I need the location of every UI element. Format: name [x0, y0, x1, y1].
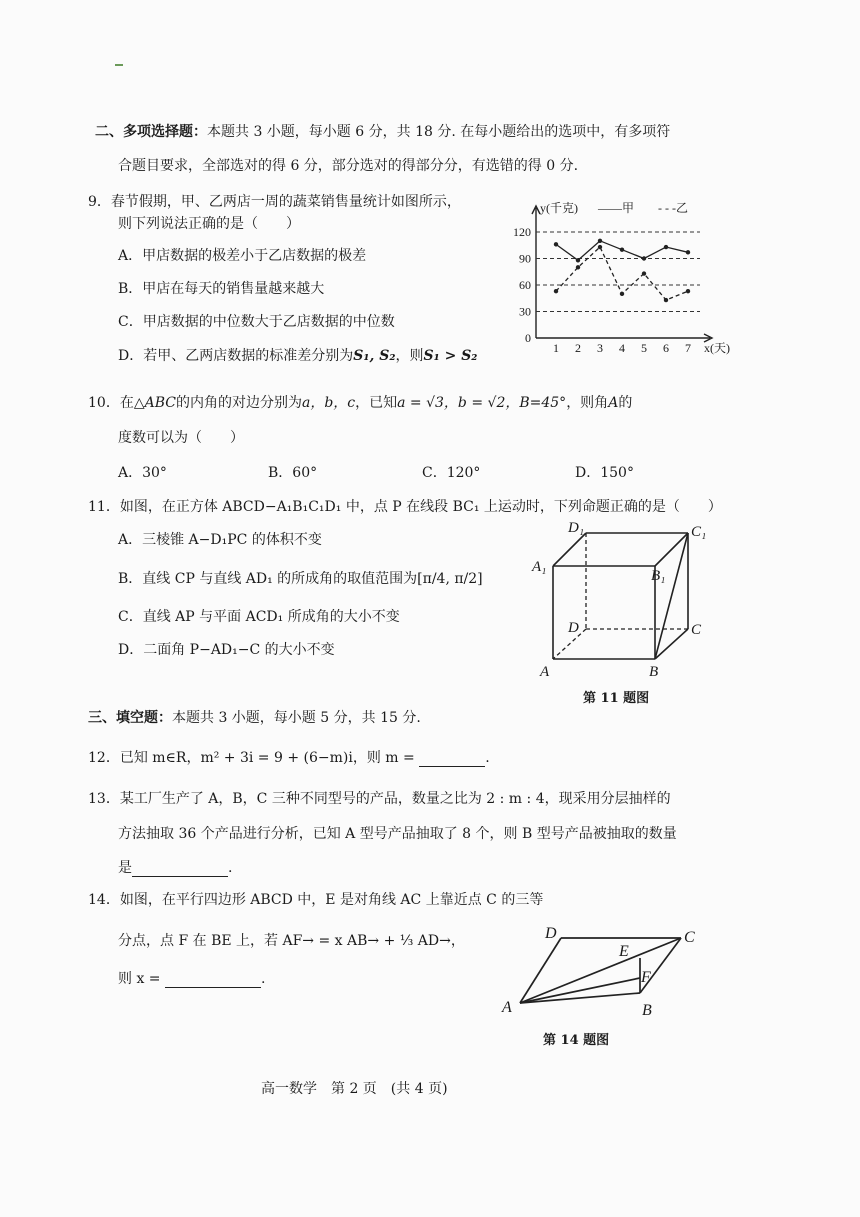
data-point-jia: [686, 250, 690, 254]
q10-stem1-b: 的内角的对边分别为: [175, 395, 302, 411]
q13-line2: 方法抽取 36 个产品进行分析，已知 A 型号产品抽取了 8 个，则 B 型号产品被抽取的数量: [118, 826, 677, 842]
legend-jia: ——甲: [598, 201, 635, 215]
q13-line1: 13．某工厂生产了 A，B，C 三种不同型号的产品，数量之比为 2 : m : 4，现采用分层抽样的: [88, 791, 671, 807]
cube-label-d: D: [568, 620, 579, 636]
data-point-yi: [576, 265, 580, 269]
data-point-yi: [664, 298, 668, 302]
q14-line3-text: 则 x =: [118, 971, 161, 987]
q10-option-b: B．60°: [268, 465, 318, 481]
q11-stem: 11．如图，在正方体 ABCD−A₁B₁C₁D₁ 中，点 P 在线段 BC₁ 上运动时，下列命题正确的是（ ）: [88, 499, 722, 515]
x-tick-label: 1: [553, 341, 559, 355]
cube-label-c: C: [691, 622, 702, 638]
q9-stem2: 则下列说法正确的是（ ）: [118, 216, 300, 232]
cube-label-c1: C₁: [691, 524, 707, 540]
cube-label-d1: D₁: [568, 520, 585, 536]
data-point-yi: [686, 289, 690, 293]
q14-line3: [118, 968, 265, 988]
q13-end: .: [228, 860, 233, 876]
q11-cube-figure: [528, 516, 713, 681]
data-point-yi: [598, 245, 602, 249]
q9-stem1: 9．春节假期，甲、乙两店一周的蔬菜销售量统计如图所示，: [88, 194, 461, 210]
q10-stem1-cond: a = √3，b = √2，B=45°: [397, 395, 567, 411]
cube-label-b1: B₁: [651, 568, 666, 584]
section2-heading: 二、多项选择题：: [95, 124, 207, 140]
q9-option-d-rel: S₁ > S₂: [423, 348, 478, 364]
q9-option-c: C．甲店数据的中位数大于乙店数据的中位数: [118, 314, 395, 330]
q11-option-b-range: [π/4, π/2]: [417, 571, 483, 587]
q9-option-b: B．甲店在每天的销售量越来越大: [118, 281, 325, 297]
data-point-yi: [554, 289, 558, 293]
x-tick-label: 5: [641, 341, 647, 355]
y-tick-label: 60: [519, 278, 531, 292]
q14-parallelogram-figure: [498, 920, 708, 1022]
para-label-a: A: [502, 999, 512, 1016]
q12-text: 12．已知 m∈R，m² + 3i = 9 + (6−m)i，则 m =: [88, 750, 415, 766]
q10-stem1-a: 10．在△: [88, 395, 145, 411]
q10-stem1-vars: a，b，c: [301, 395, 356, 411]
y-tick-label: 30: [519, 304, 531, 319]
cube-label-a: A: [540, 664, 550, 680]
q10-stem1: [88, 392, 632, 412]
q11-option-b: [118, 568, 483, 588]
q10-stem2: 度数可以为（ ）: [118, 430, 244, 446]
q11-option-d: D．二面角 P−AD₁−C 的大小不变: [118, 642, 335, 658]
x-tick-label: 2: [575, 341, 581, 355]
x-tick-label: 6: [663, 341, 669, 355]
q14-line2: 分点，点 F 在 BE 上，若 AF→ = x AB→ + ⅓ AD→，: [118, 933, 465, 949]
data-point-jia: [642, 256, 646, 260]
q9-option-d-prefix: D．若甲、乙两店数据的标准差分别为: [118, 348, 354, 364]
q9-option-a: A．甲店数据的极差小于乙店数据的极差: [118, 248, 367, 264]
y-tick-label: 0: [525, 331, 531, 345]
q14-end: .: [260, 971, 266, 987]
x-tick-label: 4: [619, 341, 625, 355]
q12-end: .: [485, 750, 490, 766]
data-point-jia: [664, 245, 668, 249]
x-axis-label: x(天): [704, 341, 730, 355]
data-point-yi: [642, 271, 646, 275]
q10-stem1-c: ，已知: [355, 395, 398, 411]
cube-label-b: B: [649, 664, 659, 680]
section2-desc2: 合题目要求，全部选对的得 6 分，部分选对的得部分分，有选错的得 0 分.: [118, 158, 579, 174]
q10-option-c: C．120°: [422, 465, 481, 481]
q11-caption: 第 11 题图: [583, 691, 650, 706]
q9-line-chart: [500, 190, 760, 365]
section3-heading: 三、填空题：: [88, 710, 172, 726]
section2-desc1: 本题共 3 小题，每小题 6 分，共 18 分. 在每小题给出的选项中，有多项符: [207, 124, 671, 140]
y-axis-label: y(千克): [540, 201, 578, 215]
legend-yi: - - -乙: [658, 201, 688, 215]
q9-option-d-mid: ，则: [395, 348, 424, 364]
q14-answer-blank[interactable]: [165, 973, 261, 988]
q13-line3: [118, 857, 232, 877]
scan-mark: [115, 64, 123, 66]
data-point-yi: [620, 292, 624, 296]
section3-desc: 本题共 3 小题，每小题 5 分，共 15 分.: [172, 710, 421, 726]
q10-option-d: D．150°: [575, 465, 634, 481]
q10-option-a: A．30°: [118, 465, 167, 481]
data-point-jia: [598, 239, 602, 243]
para-label-d: D: [545, 925, 557, 942]
q9-option-d: [118, 345, 477, 365]
x-tick-label: 3: [597, 341, 603, 355]
para-label-e: E: [619, 943, 629, 960]
q10-stem1-abc: ABC: [144, 395, 176, 411]
q13-line3-text: 是: [118, 860, 132, 876]
q11-option-c: C．直线 AP 与平面 ACD₁ 所成角的大小不变: [118, 609, 400, 625]
q11-option-b-prefix: B．直线 CP 与直线 AD₁ 的所成角的取值范围为: [118, 571, 418, 587]
q10-stem1-A: A: [608, 395, 619, 411]
section3-line: [88, 707, 421, 727]
q9-option-d-vars: S₁, S₂: [353, 348, 396, 364]
x-tick-label: 7: [685, 341, 691, 355]
y-tick-label: 90: [519, 251, 531, 266]
page-footer: 高一数学 第 2 页 (共 4 页): [261, 1081, 448, 1097]
y-tick-label: 120: [513, 225, 531, 239]
data-point-jia: [620, 247, 624, 251]
data-point-jia: [576, 258, 580, 262]
q10-stem1-d: ，则角: [566, 395, 609, 411]
q13-answer-blank[interactable]: [132, 862, 228, 877]
section2-line1: [95, 121, 670, 141]
para-label-b: B: [642, 1002, 652, 1019]
para-label-c: C: [684, 929, 695, 946]
cube-label-a1: A₁: [532, 559, 547, 575]
q14-caption: 第 14 题图: [543, 1033, 610, 1048]
q12-answer-blank[interactable]: [419, 752, 485, 767]
q11-option-a: A．三棱锥 A−D₁PC 的体积不变: [118, 532, 322, 548]
data-point-jia: [554, 242, 558, 246]
q10-stem1-e: 的: [618, 395, 633, 411]
q14-line1: 14．如图，在平行四边形 ABCD 中，E 是对角线 AC 上靠近点 C 的三等: [88, 892, 544, 908]
para-label-f: F: [641, 969, 651, 986]
q12-line: [88, 747, 490, 767]
